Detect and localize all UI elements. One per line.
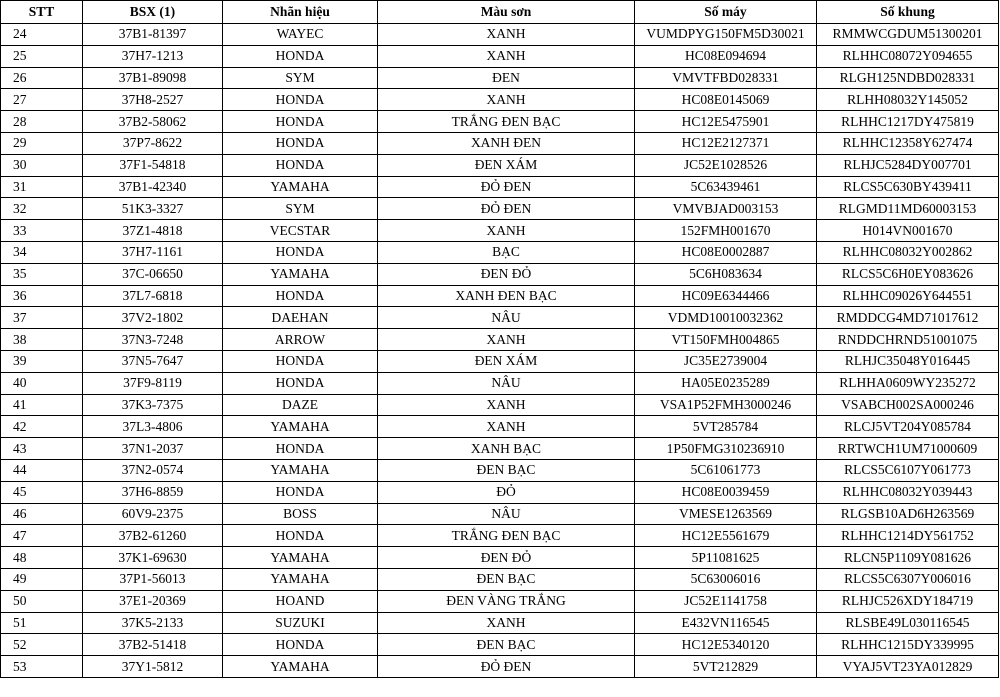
cell-stt: 26 [1, 67, 83, 89]
cell-stt: 24 [1, 24, 83, 46]
cell-stt: 52 [1, 634, 83, 656]
cell-plate-number: 37H6-8859 [83, 481, 223, 503]
cell-frame-number: RLSBE49L030116545 [817, 612, 999, 634]
cell-stt: 31 [1, 176, 83, 198]
table-row [1, 568, 999, 590]
cell-engine-number: HA05E0235289 [635, 372, 817, 394]
cell-brand: HONDA [223, 372, 378, 394]
cell-frame-number: RLHHC08072Y094655 [817, 45, 999, 67]
cell-plate-number: 37K5-2133 [83, 612, 223, 634]
cell-frame-number: RLHJC5284DY007701 [817, 154, 999, 176]
cell-brand: HONDA [223, 111, 378, 133]
cell-frame-number: RLHH08032Y145052 [817, 89, 999, 111]
table-row [1, 24, 999, 46]
cell-frame-number: RLCS5C6307Y006016 [817, 568, 999, 590]
cell-frame-number: RLCS5C6107Y061773 [817, 459, 999, 481]
cell-stt: 44 [1, 459, 83, 481]
cell-frame-number: RLHHC1215DY339995 [817, 634, 999, 656]
cell-engine-number: JC35E2739004 [635, 350, 817, 372]
cell-frame-number: H014VN001670 [817, 220, 999, 242]
cell-plate-number: 37H7-1161 [83, 241, 223, 263]
cell-frame-number: RLHHC08032Y002862 [817, 241, 999, 263]
cell-plate-number: 37L3-4806 [83, 416, 223, 438]
cell-plate-number: 37Y1-5812 [83, 656, 223, 678]
cell-brand: BOSS [223, 503, 378, 525]
cell-engine-number: HC08E0145069 [635, 89, 817, 111]
table-row [1, 263, 999, 285]
cell-color: XANH [378, 329, 635, 351]
cell-brand: DAZE [223, 394, 378, 416]
cell-engine-number: E432VN116545 [635, 612, 817, 634]
cell-frame-number: RLHHC1217DY475819 [817, 111, 999, 133]
cell-color: NÂU [378, 372, 635, 394]
cell-engine-number: VDMD10010032362 [635, 307, 817, 329]
cell-color: XANH [378, 416, 635, 438]
cell-plate-number: 37N1-2037 [83, 438, 223, 460]
table-row [1, 372, 999, 394]
cell-stt: 47 [1, 525, 83, 547]
cell-color: ĐEN BẠC [378, 634, 635, 656]
cell-frame-number: RMDDCG4MD71017612 [817, 307, 999, 329]
cell-engine-number: 5C63006016 [635, 568, 817, 590]
table-row [1, 45, 999, 67]
cell-frame-number: RLGSB10AD6H263569 [817, 503, 999, 525]
cell-plate-number: 37P7-8622 [83, 132, 223, 154]
table-row [1, 329, 999, 351]
cell-color: XANH [378, 89, 635, 111]
cell-stt: 40 [1, 372, 83, 394]
cell-plate-number: 37H8-2527 [83, 89, 223, 111]
table-row [1, 590, 999, 612]
cell-brand: HONDA [223, 285, 378, 307]
header-bsx: BSX (1) [83, 1, 223, 24]
cell-stt: 49 [1, 568, 83, 590]
cell-engine-number: 5VT285784 [635, 416, 817, 438]
cell-plate-number: 37L7-6818 [83, 285, 223, 307]
table-row [1, 132, 999, 154]
table-row [1, 285, 999, 307]
cell-brand: HONDA [223, 525, 378, 547]
cell-color: NÂU [378, 307, 635, 329]
cell-plate-number: 37B1-42340 [83, 176, 223, 198]
cell-plate-number: 37B2-58062 [83, 111, 223, 133]
cell-brand: HONDA [223, 438, 378, 460]
cell-engine-number: HC08E094694 [635, 45, 817, 67]
cell-stt: 27 [1, 89, 83, 111]
cell-stt: 41 [1, 394, 83, 416]
cell-engine-number: 5P11081625 [635, 547, 817, 569]
table-row [1, 111, 999, 133]
cell-engine-number: HC08E0039459 [635, 481, 817, 503]
cell-plate-number: 51K3-3327 [83, 198, 223, 220]
cell-engine-number: 5C63439461 [635, 176, 817, 198]
cell-plate-number: 37N5-7647 [83, 350, 223, 372]
header-frame-number: Số khung [817, 1, 999, 24]
cell-plate-number: 37C-06650 [83, 263, 223, 285]
cell-engine-number: 152FMH001670 [635, 220, 817, 242]
cell-color: XANH BẠC [378, 438, 635, 460]
table-row [1, 459, 999, 481]
table-row [1, 503, 999, 525]
cell-frame-number: RLCS5C630BY439411 [817, 176, 999, 198]
cell-color: TRẮNG ĐEN BẠC [378, 111, 635, 133]
table-body [1, 24, 999, 678]
cell-color: ĐEN [378, 67, 635, 89]
cell-stt: 42 [1, 416, 83, 438]
table-row [1, 525, 999, 547]
cell-plate-number: 37N3-7248 [83, 329, 223, 351]
table-row [1, 220, 999, 242]
cell-frame-number: RLCN5P1109Y081626 [817, 547, 999, 569]
cell-engine-number: JC52E1028526 [635, 154, 817, 176]
cell-brand: SYM [223, 198, 378, 220]
cell-engine-number: HC12E5340120 [635, 634, 817, 656]
header-stt: STT [1, 1, 83, 24]
cell-brand: DAEHAN [223, 307, 378, 329]
cell-engine-number: HC12E5561679 [635, 525, 817, 547]
cell-brand: YAMAHA [223, 656, 378, 678]
cell-color: ĐỎ [378, 481, 635, 503]
cell-brand: HONDA [223, 634, 378, 656]
cell-frame-number: RNDDCHRND51001075 [817, 329, 999, 351]
cell-color: ĐỎ ĐEN [378, 198, 635, 220]
cell-stt: 25 [1, 45, 83, 67]
table-row [1, 176, 999, 198]
cell-stt: 35 [1, 263, 83, 285]
cell-color: ĐỎ ĐEN [378, 656, 635, 678]
cell-stt: 33 [1, 220, 83, 242]
cell-stt: 53 [1, 656, 83, 678]
cell-engine-number: VMVBJAD003153 [635, 198, 817, 220]
cell-stt: 45 [1, 481, 83, 503]
cell-frame-number: RLCJ5VT204Y085784 [817, 416, 999, 438]
cell-stt: 48 [1, 547, 83, 569]
cell-plate-number: 37N2-0574 [83, 459, 223, 481]
cell-plate-number: 37F9-8119 [83, 372, 223, 394]
cell-plate-number: 37H7-1213 [83, 45, 223, 67]
cell-engine-number: 5C61061773 [635, 459, 817, 481]
cell-engine-number: 5C6H083634 [635, 263, 817, 285]
cell-engine-number: JC52E1141758 [635, 590, 817, 612]
cell-brand: SYM [223, 67, 378, 89]
table-row [1, 307, 999, 329]
table-row [1, 547, 999, 569]
cell-frame-number: RMMWCGDUM51300201 [817, 24, 999, 46]
cell-color: ĐỎ ĐEN [378, 176, 635, 198]
cell-frame-number: VYAJ5VT23YA012829 [817, 656, 999, 678]
table-row [1, 656, 999, 678]
table-row [1, 634, 999, 656]
cell-brand: HONDA [223, 45, 378, 67]
cell-brand: HOAND [223, 590, 378, 612]
cell-plate-number: 37V2-1802 [83, 307, 223, 329]
cell-frame-number: RLCS5C6H0EY083626 [817, 263, 999, 285]
cell-stt: 51 [1, 612, 83, 634]
cell-plate-number: 37B2-51418 [83, 634, 223, 656]
cell-stt: 38 [1, 329, 83, 351]
cell-engine-number: VUMDPYG150FM5D30021 [635, 24, 817, 46]
table-row [1, 394, 999, 416]
table-row [1, 350, 999, 372]
cell-brand: VECSTAR [223, 220, 378, 242]
cell-plate-number: 37F1-54818 [83, 154, 223, 176]
cell-stt: 36 [1, 285, 83, 307]
cell-plate-number: 60V9-2375 [83, 503, 223, 525]
cell-color: ĐEN XÁM [378, 154, 635, 176]
cell-frame-number: RLHJC35048Y016445 [817, 350, 999, 372]
cell-color: ĐEN VÀNG TRẮNG [378, 590, 635, 612]
cell-stt: 39 [1, 350, 83, 372]
cell-frame-number: RLHHA0609WY235272 [817, 372, 999, 394]
table-row [1, 612, 999, 634]
cell-frame-number: RLHHC09026Y644551 [817, 285, 999, 307]
cell-color: BẠC [378, 241, 635, 263]
cell-frame-number: RLHHC08032Y039443 [817, 481, 999, 503]
cell-brand: YAMAHA [223, 547, 378, 569]
cell-color: ĐEN ĐỎ [378, 547, 635, 569]
cell-plate-number: 37K3-7375 [83, 394, 223, 416]
cell-frame-number: RRTWCH1UM71000609 [817, 438, 999, 460]
cell-engine-number: VMESE1263569 [635, 503, 817, 525]
cell-frame-number: RLHHC12358Y627474 [817, 132, 999, 154]
cell-brand: HONDA [223, 132, 378, 154]
cell-engine-number: VSA1P52FMH3000246 [635, 394, 817, 416]
cell-color: ĐEN XÁM [378, 350, 635, 372]
cell-color: XANH ĐEN [378, 132, 635, 154]
cell-engine-number: HC08E0002887 [635, 241, 817, 263]
cell-plate-number: 37E1-20369 [83, 590, 223, 612]
table-row [1, 67, 999, 89]
cell-color: XANH [378, 24, 635, 46]
cell-brand: YAMAHA [223, 416, 378, 438]
cell-color: XANH [378, 220, 635, 242]
cell-brand: WAYEC [223, 24, 378, 46]
cell-engine-number: HC12E2127371 [635, 132, 817, 154]
cell-stt: 46 [1, 503, 83, 525]
table-row [1, 198, 999, 220]
cell-stt: 43 [1, 438, 83, 460]
cell-frame-number: RLHJC526XDY184719 [817, 590, 999, 612]
cell-color: XANH ĐEN BẠC [378, 285, 635, 307]
cell-stt: 29 [1, 132, 83, 154]
cell-color: TRẮNG ĐEN BẠC [378, 525, 635, 547]
cell-plate-number: 37K1-69630 [83, 547, 223, 569]
cell-color: ĐEN BẠC [378, 459, 635, 481]
cell-stt: 30 [1, 154, 83, 176]
cell-color: NÂU [378, 503, 635, 525]
cell-plate-number: 37Z1-4818 [83, 220, 223, 242]
table-row [1, 416, 999, 438]
cell-engine-number: 1P50FMG310236910 [635, 438, 817, 460]
header-brand: Nhãn hiệu [223, 1, 378, 24]
header-color: Màu sơn [378, 1, 635, 24]
cell-engine-number: VT150FMH004865 [635, 329, 817, 351]
table-row [1, 438, 999, 460]
table-row [1, 89, 999, 111]
cell-color: ĐEN BẠC [378, 568, 635, 590]
cell-brand: YAMAHA [223, 568, 378, 590]
cell-plate-number: 37B1-81397 [83, 24, 223, 46]
cell-brand: ARROW [223, 329, 378, 351]
cell-engine-number: 5VT212829 [635, 656, 817, 678]
cell-engine-number: HC12E5475901 [635, 111, 817, 133]
cell-stt: 32 [1, 198, 83, 220]
cell-stt: 50 [1, 590, 83, 612]
cell-engine-number: VMVTFBD028331 [635, 67, 817, 89]
cell-frame-number: RLHHC1214DY561752 [817, 525, 999, 547]
cell-color: ĐEN ĐỎ [378, 263, 635, 285]
table-row [1, 481, 999, 503]
cell-brand: HONDA [223, 350, 378, 372]
cell-brand: YAMAHA [223, 176, 378, 198]
cell-brand: YAMAHA [223, 459, 378, 481]
cell-plate-number: 37B1-89098 [83, 67, 223, 89]
cell-brand: YAMAHA [223, 263, 378, 285]
cell-brand: HONDA [223, 481, 378, 503]
cell-plate-number: 37B2-61260 [83, 525, 223, 547]
table-row [1, 154, 999, 176]
cell-stt: 37 [1, 307, 83, 329]
table-row [1, 241, 999, 263]
cell-brand: HONDA [223, 154, 378, 176]
cell-stt: 34 [1, 241, 83, 263]
header-row [1, 1, 999, 24]
cell-color: XANH [378, 394, 635, 416]
cell-frame-number: VSABCH002SA000246 [817, 394, 999, 416]
cell-brand: HONDA [223, 241, 378, 263]
cell-frame-number: RLGMD11MD60003153 [817, 198, 999, 220]
cell-color: XANH [378, 612, 635, 634]
cell-frame-number: RLGH125NDBD028331 [817, 67, 999, 89]
cell-brand: SUZUKI [223, 612, 378, 634]
cell-engine-number: HC09E6344466 [635, 285, 817, 307]
cell-brand: HONDA [223, 89, 378, 111]
cell-stt: 28 [1, 111, 83, 133]
header-engine-number: Số máy [635, 1, 817, 24]
cell-color: XANH [378, 45, 635, 67]
cell-plate-number: 37P1-56013 [83, 568, 223, 590]
